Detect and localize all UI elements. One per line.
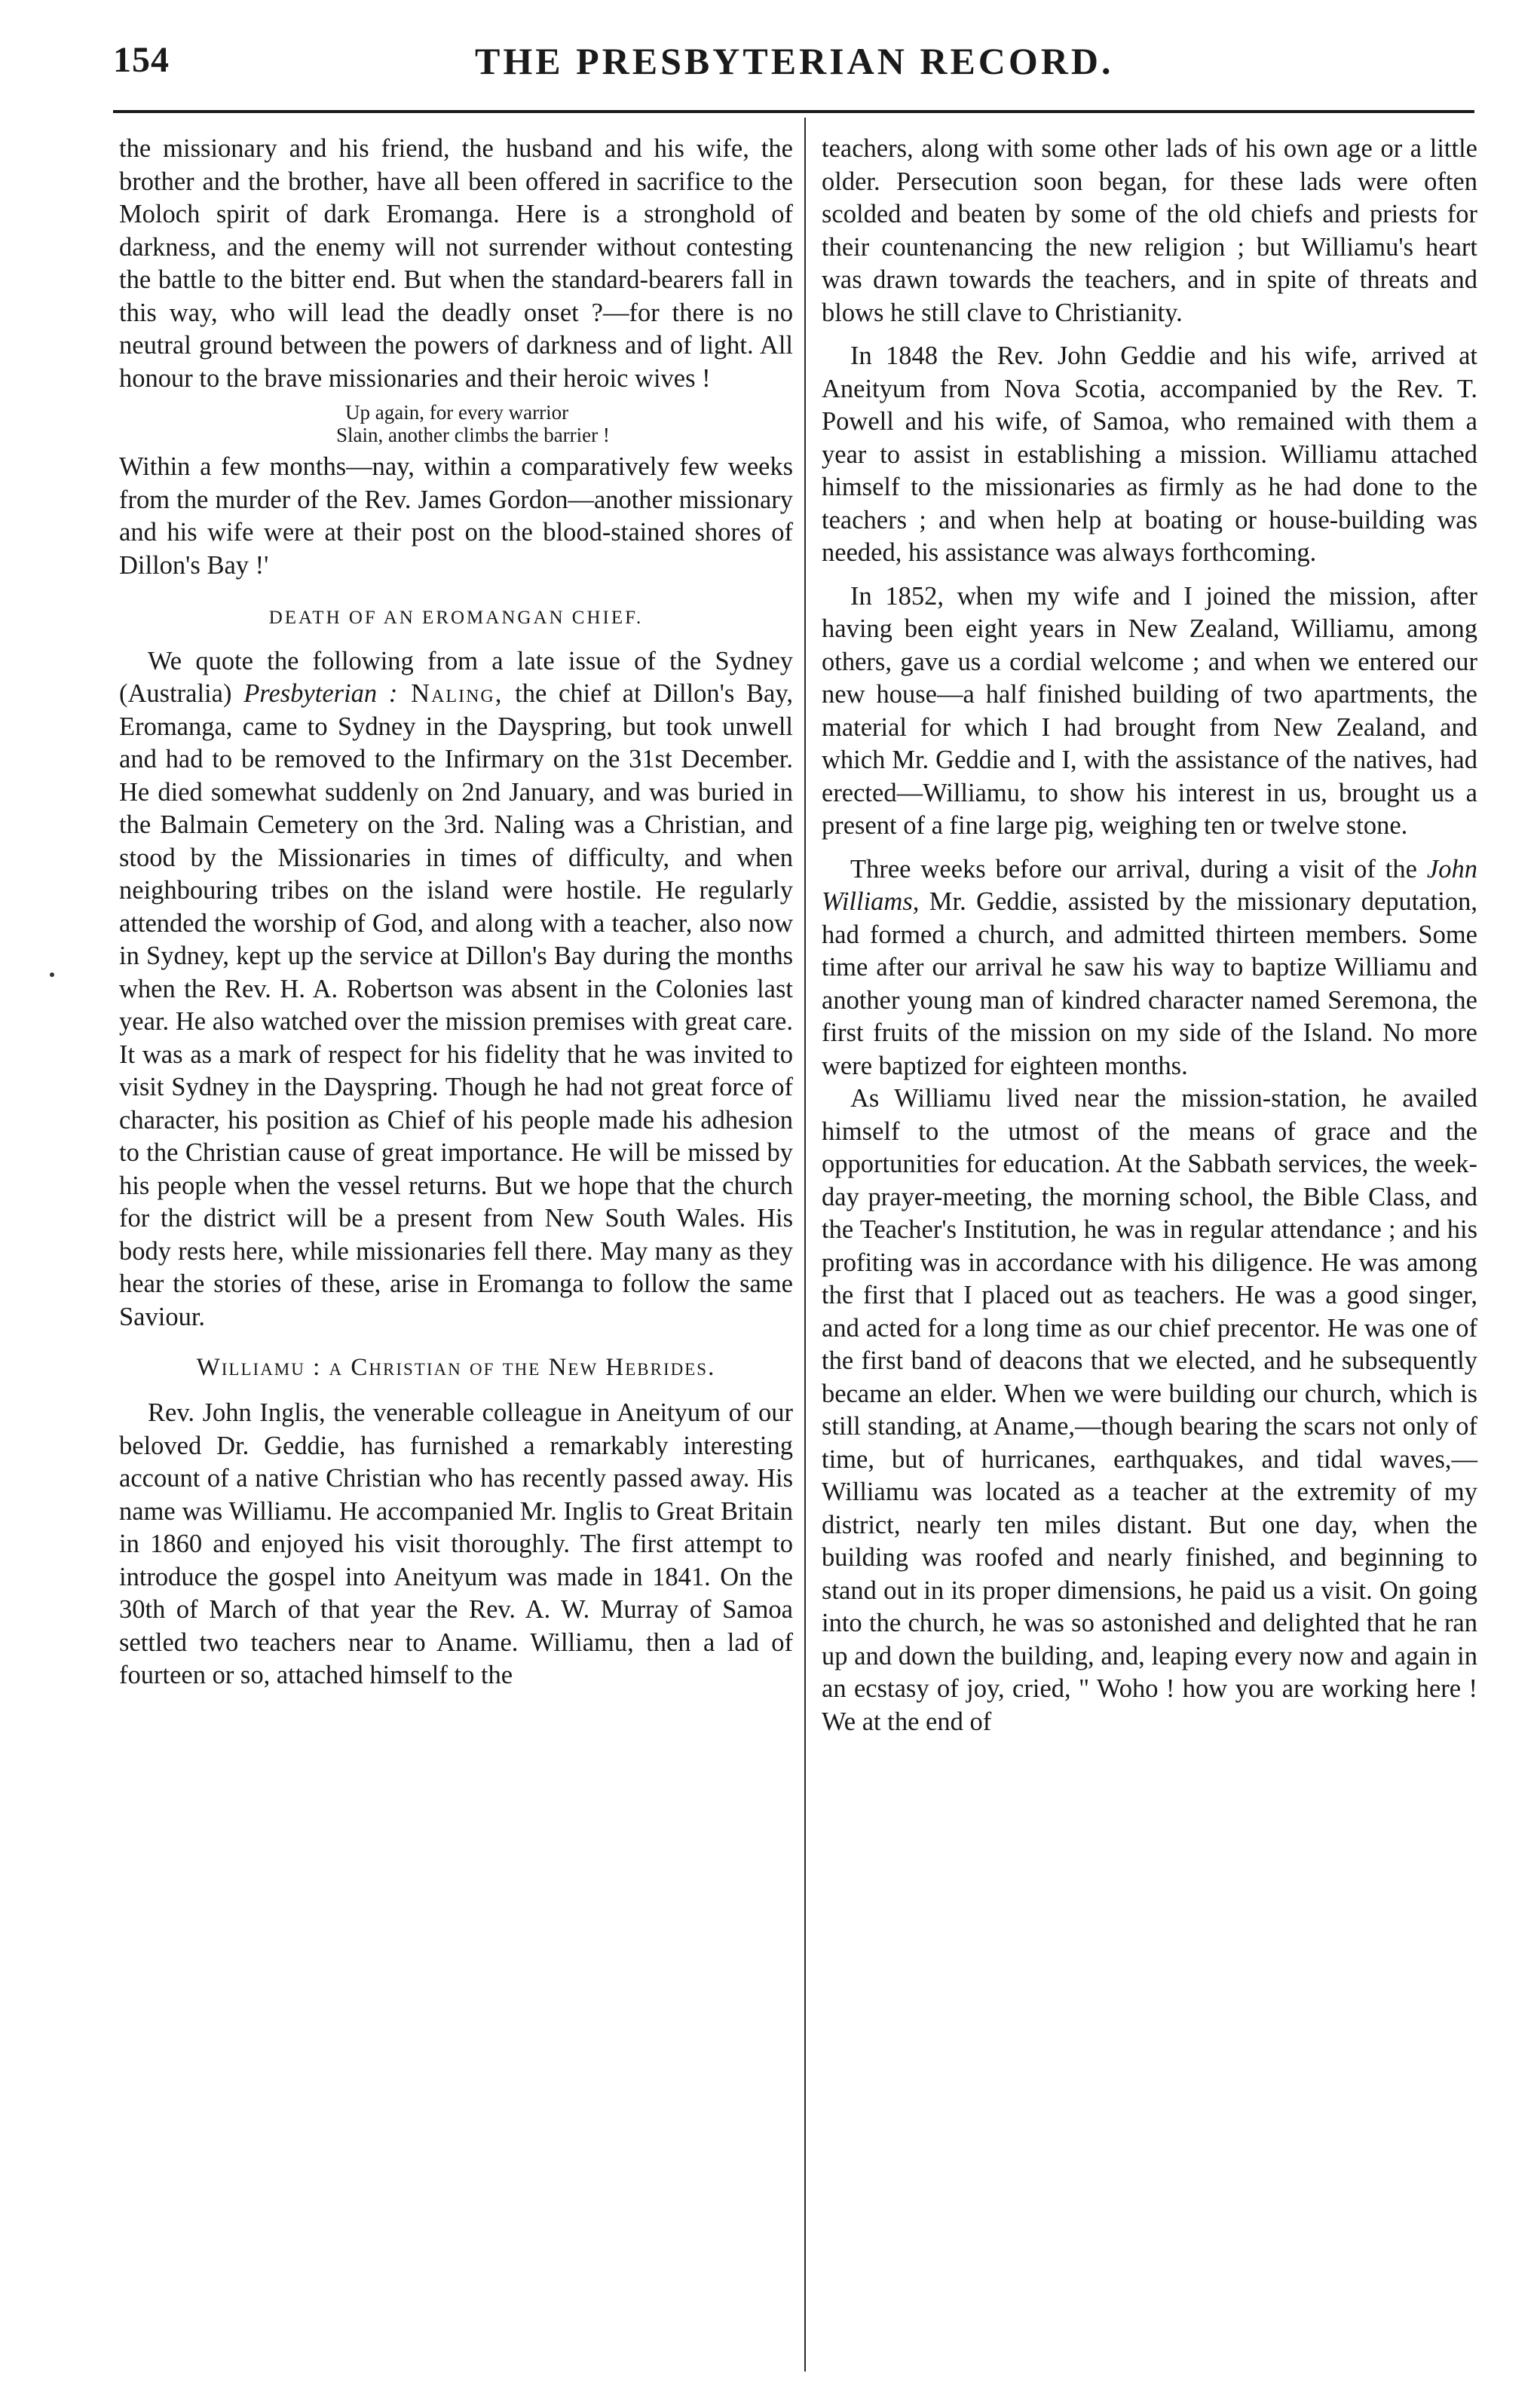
- right-column: [822, 133, 1477, 1738]
- running-title: THE PRESBYTERIAN RECORD.: [475, 40, 1114, 82]
- paragraph: Within a few months—nay, within a comparatively few weeks from the murder of the Rev. James Gordon—another missionary and his wife were at their post on the blood-stained shores of Dillon's Bay !': [119, 452, 793, 580]
- margin-mark: [50, 972, 54, 977]
- page-number: 154: [113, 40, 170, 80]
- paragraph: teachers, along with some other lads of his own age or a little older. Persecution soon began, for these lads were often scolded and beaten by some of the old chiefs and priests for their countenancing the new religion ; but Williamu's heart was drawn towards the teachers, and in spite of threats and blows he still clave to Christianity.: [822, 134, 1477, 327]
- verse-quote: [119, 401, 793, 446]
- text-run: the chief at Dillon's Bay, Eromanga, came to Sydney in the Dayspring, but took unwell and had to be removed to the Infirmary on the 31st December. He died somewhat suddenly on 2nd January, and was buried in the Balmain Cemetery on the 3rd. Naling was a Christian, and stood by the Missionaries in times of difficulty, and when neighbouring tribes on the island were hostile. He regularly attended the worship of God, and along with a teacher, also now in Sydney, kept up the service at Dillon's Bay during the months when the Rev. H. A. Robertson was absent in the Colonies last year. He also watched over the mission premises with great care. It was as a mark of respect for his fidelity that he was invited to visit Sydney in the Dayspring. Though he had not great force of character, his position as Chief of his people made his adhesion to the Christian cause of great importance. He will be missed by his people when the vessel returns. But we hope that the church for the district will be a present from New South Wales. His body rests here, while missionaries fell there. May many as they hear the stories of these, arise in Eromanga to follow the same Saviour.: [119, 679, 793, 1331]
- left-column: [119, 133, 793, 1692]
- text-run: Three weeks before our arrival, during a visit of the: [850, 854, 1427, 883]
- paragraph: As Williamu lived near the mission-station, he availed himself to the utmost of the means of grace and the opportunities for education. At the Sabbath services, the week-day prayer-meeting, the morning school, the Bible Class, and the Teacher's Institution, he was in regular attendance ; and his profiting was in accordance with his diligence. He was among the first that I placed out as teachers. He was a good singer, and acted for a long time as our chief precentor. He was one of the first band of deacons that we elected, and he subsequently became an elder. When we were building our church, which is still standing, at Aname,—though bearing the scars not only of time, but of hurricanes, earthquakes, and tidal waves,—Williamu was located as a teacher at the extremity of my district, nearly ten miles distant. But one day, when the building was roofed and nearly finished, and beginning to stand out in its proper dimensions, he paid us a visit. On going into the church, he was so astonished and delighted that he ran up and down the building, and, leaping every now and again in an ecstasy of joy, cried, " Woho ! how you are working here ! We at the end of: [822, 1084, 1477, 1736]
- section-heading-death: DEATH OF AN EROMANGAN CHIEF.: [268, 608, 644, 628]
- column-divider: [804, 118, 806, 2372]
- paragraph: the missionary and his friend, the husband and his wife, the brother and the brother, have all been offered in sacrifice to the Moloch spirit of dark Eromanga. Here is a stronghold of darkness, and the enemy will not surrender without contesting the battle to the bitter end. But when the standard-bearers fall in this way, who will lead the deadly onset ?—for there is no neutral ground between the powers of darkness and of light. All honour to the brave missionaries and their heroic wives !: [119, 134, 793, 393]
- verse-line: Up again, for every warrior: [345, 401, 569, 424]
- chief-name: Naling,: [397, 679, 504, 708]
- paragraph: Rev. John Inglis, the venerable colleague in Aneityum of our beloved Dr. Geddie, has furnished a remarkably interesting account of a native Christian who has recently passed away. His name was Williamu. He accompanied Mr. Inglis to Great Britain in 1860 and enjoyed his visit thoroughly. The first attempt to introduce the gospel into Aneityum was made in 1841. On the 30th of March of that year the Rev. A. W. Murray of Samoa settled two teachers near to Aname. Williamu, then a lad of fourteen or so, attached himself to the: [119, 1398, 793, 1689]
- newspaper-title: Presbyterian :: [243, 679, 398, 708]
- section-heading-williamu: Williamu : a Christian of the New Hebrides.: [196, 1354, 716, 1381]
- text-run: Mr. Geddie, assisted by the missionary deputation, had formed a church, and admitted thirteen members. Some time after our arrival he saw his way to baptize Williamu and another young man of kindred character named Seremona, the first fruits of the mission on my side of the Island. No more were baptized for eighteen months.: [822, 887, 1477, 1080]
- paragraph: In 1848 the Rev. John Geddie and his wife, arrived at Aneityum from Nova Scotia, accompanied by the Rev. T. Powell and his wife, of Samoa, who remained with them a year to assist in establishing a mission. Williamu attached himself to the missionaries as firmly as he had done to the teachers ; and when help at boating or house-building was needed, his assistance was always forthcoming.: [822, 341, 1477, 567]
- paragraph: [822, 853, 1477, 1083]
- verse-line: Slain, another climbs the barrier !: [336, 424, 610, 446]
- paragraph: [119, 645, 793, 1334]
- page-header: [113, 39, 1470, 92]
- ship-name: John Williams,: [822, 854, 1477, 916]
- header-rule: [113, 110, 1474, 113]
- text-run: We quote the following from a late issue of the Sydney (Australia): [119, 646, 793, 708]
- paragraph: In 1852, when my wife and I joined the mission, after having been eight years in New Zealand, Williamu, among others, gave us a cordial welcome ; and when we entered our new house—a half finished building of two apartments, the material for which I had brought from New Zealand, and which Mr. Geddie and I, with the assistance of the natives, had erected—Williamu, to show his interest in us, brought us a present of a fine large pig, weighing ten or twelve stone.: [822, 581, 1477, 840]
